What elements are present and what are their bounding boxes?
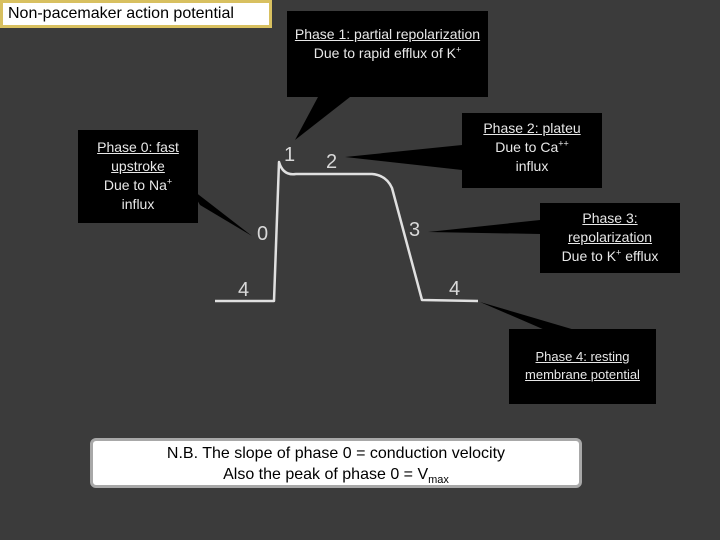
note-line-2: Also the peak of phase $0 = V_{max}$ [223,466,449,487]
phase4-pointer [480,302,575,330]
phase1-detail: Due to rapid efflux of K+ [313,44,462,61]
phase2-callout [462,113,602,188]
phase-1-label: 1 [284,144,296,166]
phase2-detail: Due to Ca++ [495,138,569,155]
phase1-callout [287,11,488,97]
phase2-heading: Phase 2: plateu [483,120,581,136]
phase-4-right-label: 4 [449,278,461,300]
phase0-heading: Phase 0: fast upstroke [97,139,179,174]
phase0-detail: Due to Na+ [103,176,173,193]
phase1-pointer [295,97,350,140]
phase0-pointer [190,188,252,236]
phase-2-label: 2 [326,151,338,173]
diagram-title: Non-pacemaker action potential [0,0,272,28]
phase3-pointer [428,220,540,234]
phase4-callout [509,329,656,404]
phase-0-label: 0 [257,223,269,245]
phase-4-left-label: 4 [238,279,250,301]
phase4-heading: Phase 4: resting membrane potential [525,349,640,382]
phase1-heading: Phase 1: partial repolarization [294,26,481,42]
phase3-detail: Due to K+ efflux [561,247,659,264]
phase2-tail: influx [515,158,549,174]
phase0-tail: influx [121,196,155,212]
note-box [90,438,582,488]
phase0-callout [78,130,198,223]
phase3-heading: Phase 3: repolarization [567,210,653,245]
note-line-1: N.B. The slope of phase 0 = conduction velocity [166,445,506,462]
phase2-pointer [345,145,462,170]
phase3-callout [540,203,680,273]
phase-3-label: 3 [409,219,421,241]
